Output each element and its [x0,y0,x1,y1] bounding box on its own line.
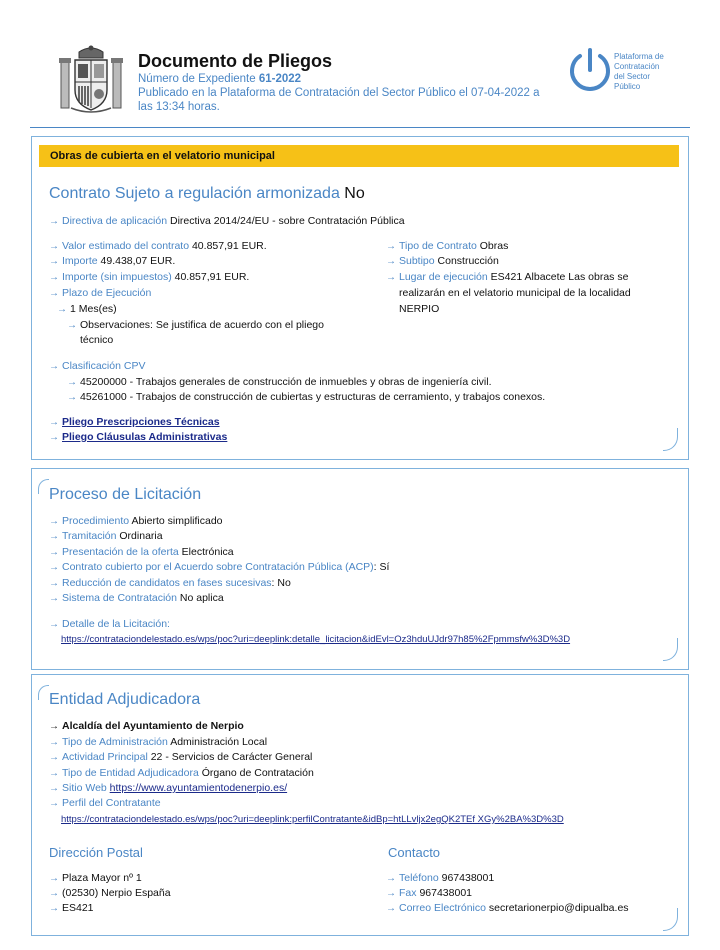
presentacion-value: Electrónica [181,546,234,558]
valor-value: 40.857,91 EUR. [191,240,267,252]
plazo-row [49,286,151,301]
arrow-icon: → [49,417,59,428]
published-line-1: Publicado en la Plataforma de Contratación del Sector Público el 07-04-2022 a [138,87,540,99]
pliego-pca-row [49,430,227,445]
tipo-administracion-row [49,735,267,750]
directiva-label: Directiva de aplicación [62,215,168,227]
pliego-pt-row [49,415,220,430]
arrow-icon: → [386,873,396,884]
contract-object-bar [39,145,679,167]
importe-value: 49.438,07 EUR. [100,255,176,267]
observaciones-label: Observaciones: [80,319,153,331]
contacto-title: Contacto [388,845,441,860]
platform-logo-text [614,52,694,92]
arrow-icon: → [49,737,59,748]
correo-row [386,901,629,916]
arrow-icon: → [49,216,59,227]
logo-text-line: Contratación [614,62,660,71]
postal-line [49,871,142,886]
pliego-prescripciones-link[interactable]: Pliego Prescripciones Técnicas [62,416,220,428]
sitio-web-link[interactable]: https://www.ayuntamientodenerpio.es/ [109,782,288,794]
pliego-clausulas-link[interactable]: Pliego Cláusulas Administrativas [62,431,228,443]
presentacion-label: Presentación de la oferta [62,546,179,558]
expediente-line [138,72,301,86]
direccion-postal-title: Dirección Postal [49,845,143,860]
entidad-title: Entidad Adjudicadora [49,691,201,708]
panel-curl-decoration [663,908,678,931]
arrow-icon: → [49,432,59,443]
arrow-icon: → [67,392,77,403]
sistema-row [49,591,224,606]
arrow-icon: → [49,888,59,899]
entidad-name-row [49,719,244,734]
logo-text-line: Público [614,82,641,91]
directiva-value: Directiva 2014/24/EU - sobre Contratación Pública [169,215,405,227]
arrow-icon: → [49,619,59,630]
tipo-administracion-value: Administración Local [170,736,268,748]
arrow-icon: → [386,888,396,899]
contract-title-value: No [344,185,365,202]
panel-curl-decoration [38,479,49,494]
presentacion-row [49,545,234,560]
document-title: Documento de Pliegos [138,51,333,71]
fax-value: 967438001 [419,887,472,899]
subtipo-row [386,254,499,269]
arrow-icon: → [49,593,59,604]
tipo-contrato-label: Tipo de Contrato [399,240,477,252]
correo-label: Correo Electrónico [399,902,486,914]
postal-line-text: Plaza Mayor nº 1 [62,872,142,884]
sistema-label: Sistema de Contratación [62,592,177,604]
document-header [0,0,720,130]
arrow-icon: → [49,531,59,542]
procedimiento-label: Procedimiento [62,515,130,527]
arrow-icon: → [49,752,59,763]
observaciones-value: Se justifica de acuerdo con el pliego [155,319,324,331]
postal-line [49,901,94,916]
cpv-row [49,359,145,374]
procedimiento-value: Abierto simplificado [131,515,223,527]
arrow-icon: → [49,361,59,372]
observaciones-row [67,318,324,333]
sistema-value: No aplica [179,592,224,604]
arrow-icon: → [49,783,59,794]
panel-curl-decoration [663,638,678,661]
published-line-2: las 13:34 horas. [138,101,220,113]
expediente-value: 61-2022 [258,73,302,85]
plazo-label: Plazo de Ejecución [62,287,152,299]
actividad-row [49,750,312,765]
contract-title-prefix: Contrato Sujeto a regulación armonizada [49,185,340,202]
actividad-value: 22 - Servicios de Carácter General [150,751,313,763]
perfil-contratante-link[interactable]: https://contrataciondelestado.es/wps/poc?uri=deeplink:perfilContratante&idBp=htLLvljx2egQK2TEf XGy%2BA%3D%3D [61,814,564,825]
reduccion-row [49,576,291,591]
arrow-icon: → [49,798,59,809]
arrow-icon: → [386,903,396,914]
logo-text-line: Plataforma de [614,52,664,61]
tipo-entidad-row [49,766,314,781]
actividad-label: Actividad Principal [62,751,148,763]
lugar-label: Lugar de ejecución [399,271,488,283]
tipo-entidad-label: Tipo de Entidad Adjudicadora [62,767,199,779]
header-divider [30,127,690,128]
arrow-icon: → [49,768,59,779]
detalle-url-row [61,632,570,647]
panel-curl-decoration [38,685,49,700]
tipo-administracion-label: Tipo de Administración [62,736,168,748]
arrow-icon: → [57,304,67,315]
panel-curl-decoration [663,428,678,451]
subtipo-value: Construcción [437,255,499,267]
acp-row [49,560,389,575]
licitacion-panel [31,468,689,670]
arrow-icon: → [49,721,59,732]
entidad-name: Alcaldía del Ayuntamiento de Nerpio [62,720,244,732]
cpv-label: Clasificación CPV [62,360,146,372]
importe-sin-label: Importe (sin impuestos) [62,271,172,283]
arrow-icon: → [386,241,396,252]
tipo-contrato-row [386,239,508,254]
telefono-row [386,871,494,886]
arrow-icon: → [49,873,59,884]
observaciones-continued: técnico [80,334,114,346]
contract-panel [31,136,689,460]
cpv-item-text: 45200000 - Trabajos generales de construcción de inmuebles y obras de ingeniería civil. [80,376,492,388]
importe-row [49,254,175,269]
telefono-value: 967438001 [441,872,495,884]
cpv-item-text: 45261000 - Trabajos de construcción de cubiertas y estructuras de cerramiento, y trabajos conexos. [80,391,546,403]
plazo-value: 1 Mes(es) [70,303,117,315]
tramitacion-label: Tramitación [62,530,117,542]
postal-line [49,886,171,901]
lugar-row [386,270,628,285]
perfil-url-row [61,812,564,827]
arrow-icon: → [386,272,396,283]
subtipo-label: Subtipo [399,255,435,267]
fax-row [386,886,472,901]
detalle-label: Detalle de la Licitación: [62,618,170,630]
importe-sin-value: 40.857,91 EUR. [174,271,250,283]
arrow-icon: → [49,578,59,589]
postal-line-text: (02530) Nerpio España [62,887,171,899]
tipo-contrato-value: Obras [479,240,509,252]
arrow-icon: → [49,272,59,283]
acp-label: Contrato cubierto por el Acuerdo sobre Contratación Pública (ACP) [62,561,374,573]
lugar-value-line-2: realizarán en el velatorio municipal de la localidad [399,287,631,299]
fax-label: Fax [399,887,417,899]
valor-label: Valor estimado del contrato [62,240,190,252]
arrow-icon: → [49,516,59,527]
tramitacion-row [49,529,163,544]
valor-row [49,239,267,254]
arrow-icon: → [49,562,59,573]
postal-line-text: ES421 [62,902,94,914]
detalle-licitacion-link[interactable]: https://contrataciondelestado.es/wps/poc?uri=deeplink:detalle_licitacion&idEvl=Oz3hduUJdr97h85%2Fpmmsfw%3D%3D [61,634,571,645]
perfil-row [49,796,161,811]
acp-value: : Sí [373,561,390,573]
lugar-value-line-3: NERPIO [399,303,440,315]
arrow-icon: → [49,256,59,267]
procedimiento-row [49,514,223,529]
tipo-entidad-value: Órgano de Contratación [201,767,314,779]
entidad-panel [31,674,689,936]
lugar-value: ES421 Albacete Las obras se [490,271,629,283]
sitio-web-label: Sitio Web [62,782,107,794]
arrow-icon: → [49,903,59,914]
reduccion-value: : No [271,577,291,589]
arrow-icon: → [386,256,396,267]
correo-value: secretarionerpio@dipualba.es [488,902,629,914]
tramitacion-value: Ordinaria [119,530,163,542]
importe-label: Importe [62,255,98,267]
detalle-row [49,617,170,632]
importe-sin-row [49,270,249,285]
arrow-icon: → [49,241,59,252]
coat-of-arms-icon [57,44,125,116]
cpv-item [67,375,492,390]
cpv-item [67,390,545,405]
directiva-row [49,214,405,229]
expediente-label: Número de Expediente [138,73,256,85]
plazo-value-row [57,302,117,317]
arrow-icon: → [49,288,59,299]
contract-object: Obras de cubierta en el velatorio municipal [50,150,275,162]
arrow-icon: → [67,377,77,388]
licitacion-title: Proceso de Licitación [49,486,202,503]
reduccion-label: Reducción de candidatos en fases sucesivas [62,577,272,589]
contract-title [49,185,365,203]
platform-power-logo-icon [566,46,614,94]
logo-text-line: del Sector [614,72,651,81]
telefono-label: Teléfono [399,872,439,884]
perfil-label: Perfil del Contratante [62,797,161,809]
arrow-icon: → [49,547,59,558]
arrow-icon: → [67,320,77,331]
sitio-web-row [49,781,287,796]
